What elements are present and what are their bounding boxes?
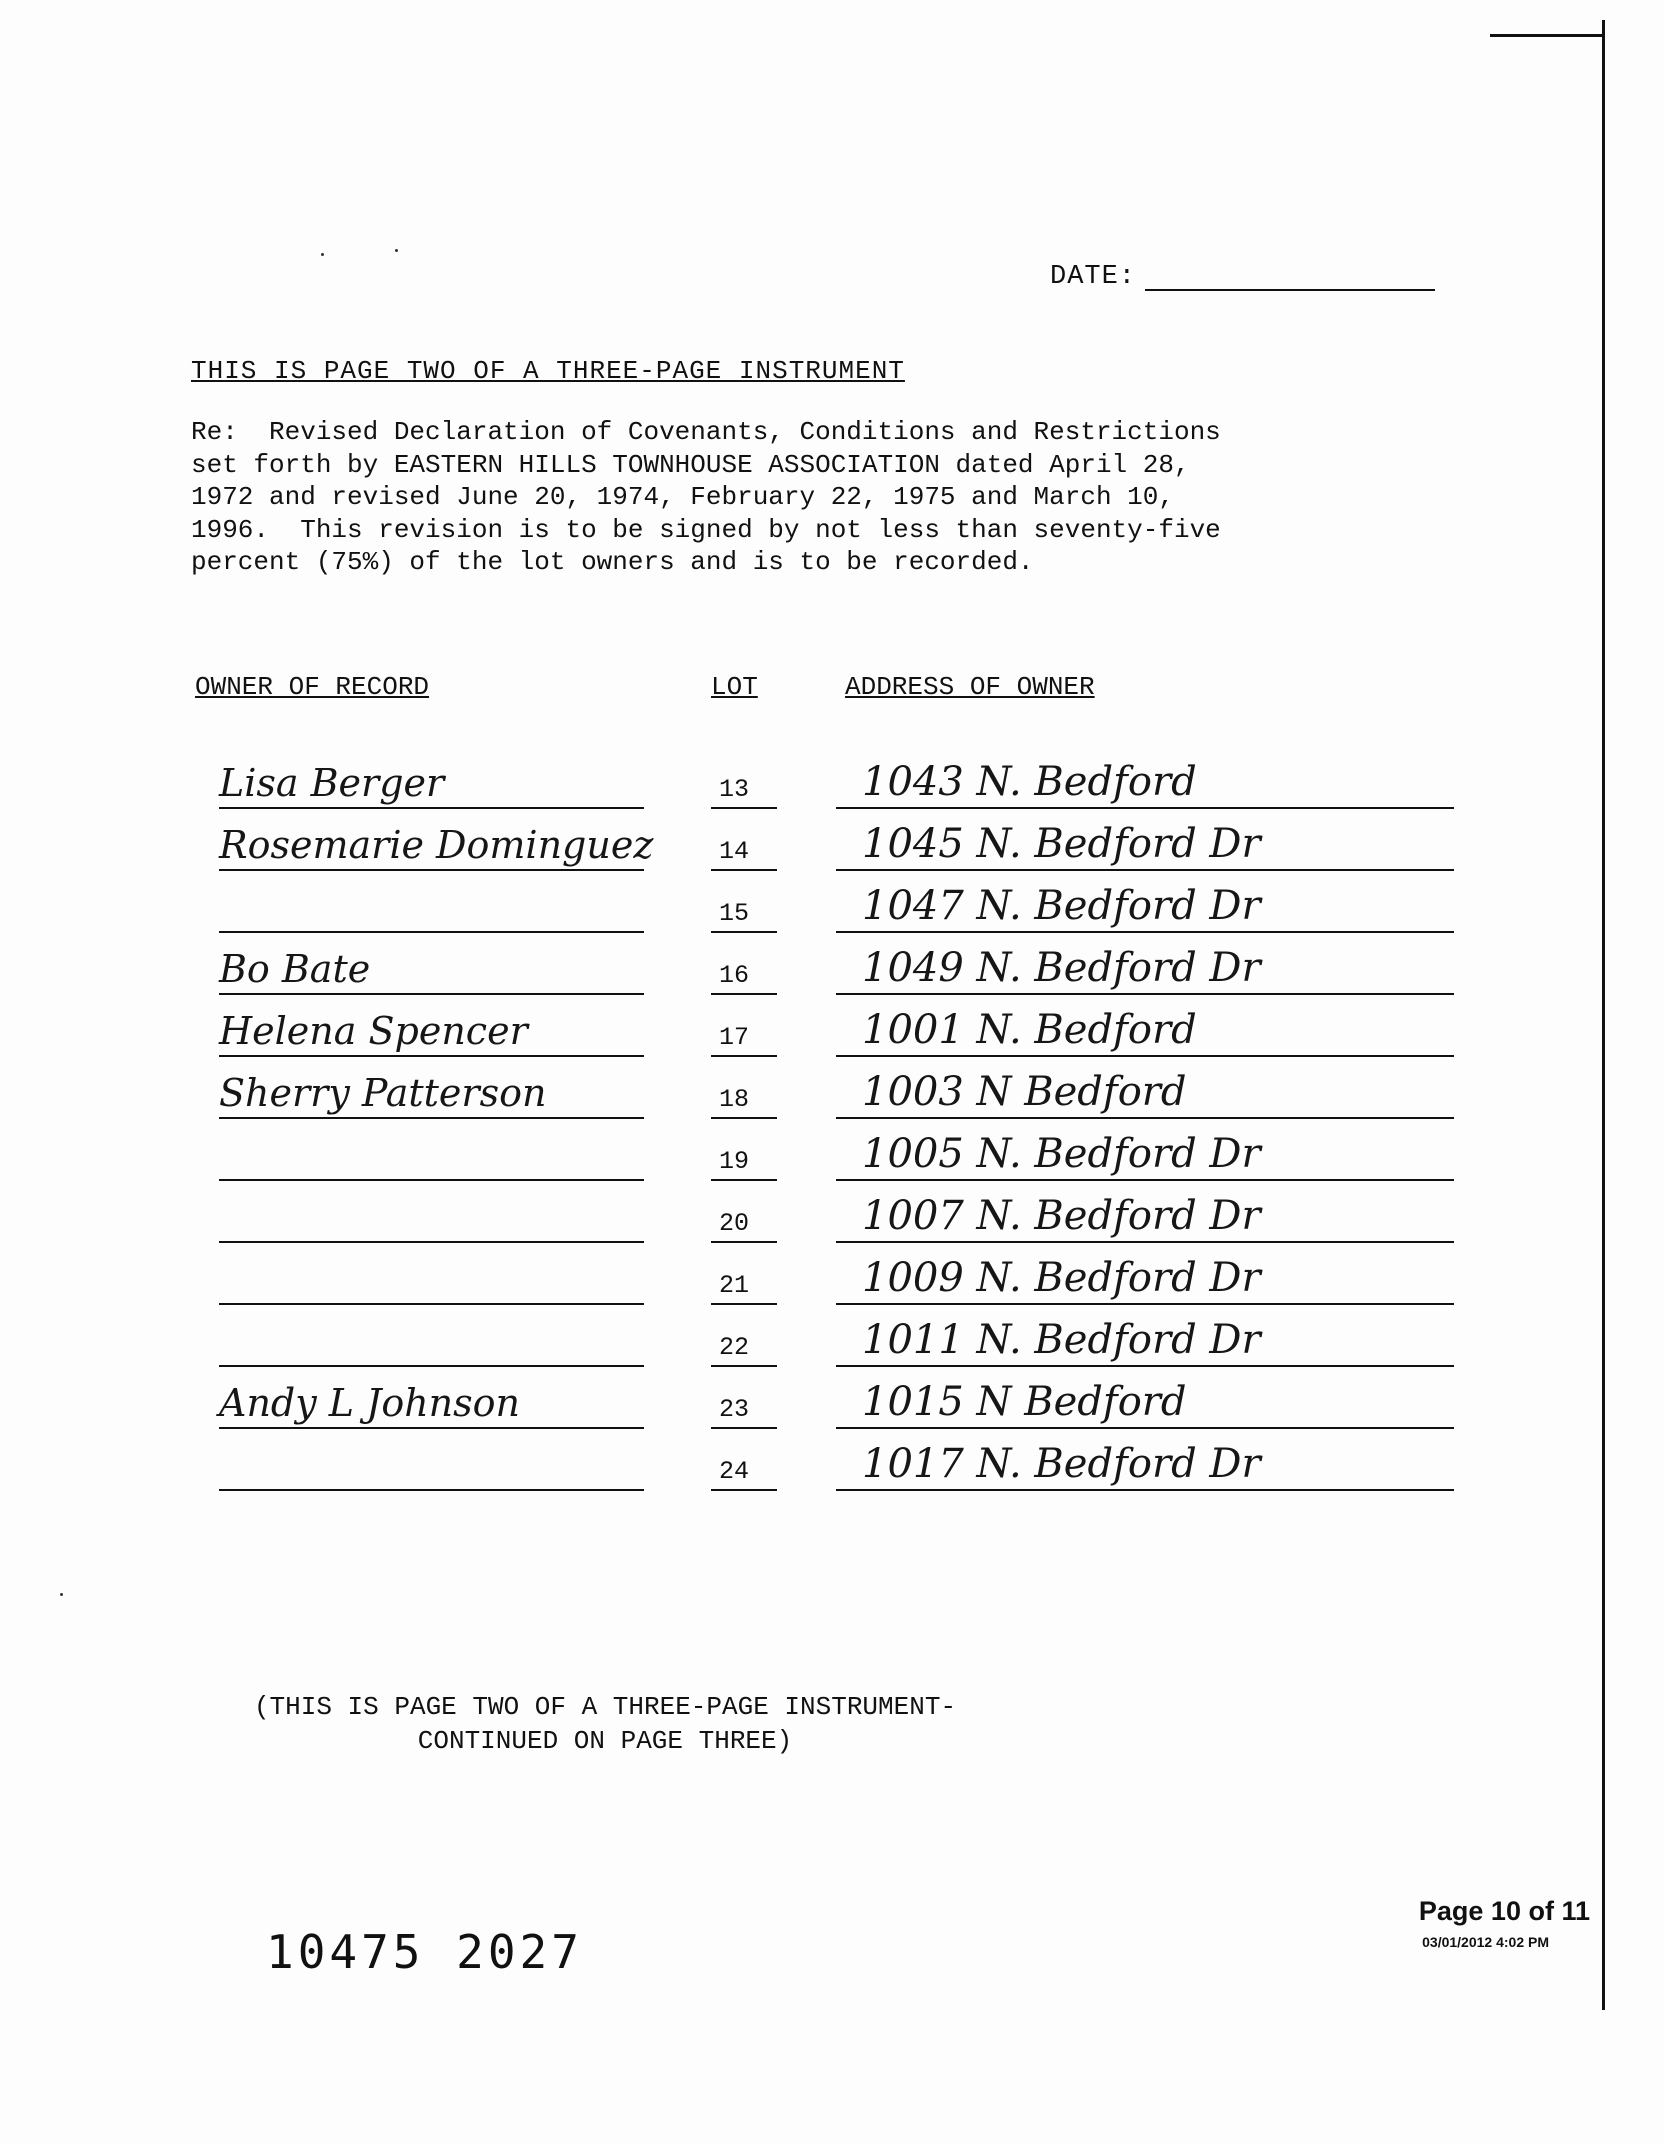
owner-address: 1001 N. Bedford	[862, 1007, 1197, 1053]
table-row	[0, 809, 1664, 871]
scan-speck	[321, 253, 324, 256]
print-timestamp: 03/01/2012 4:02 PM	[1422, 1934, 1549, 1950]
table-row	[0, 1181, 1664, 1243]
page-counter: Page 10 of 11	[1418, 1896, 1590, 1926]
lot-number: 15	[719, 899, 750, 928]
lot-number: 16	[719, 961, 750, 990]
table-row	[0, 1429, 1664, 1491]
table-row	[0, 1305, 1664, 1367]
page-heading: THIS IS PAGE TWO OF A THREE-PAGE INSTRUMENT	[191, 356, 905, 386]
owner-address: 1011 N. Bedford Dr	[862, 1317, 1261, 1363]
table-row	[0, 1367, 1664, 1429]
lot-line	[711, 1489, 777, 1491]
owner-address: 1045 N. Bedford Dr	[862, 821, 1261, 867]
owner-column-header: OWNER OF RECORD	[195, 672, 430, 702]
owner-address: 1015 N Bedford	[862, 1379, 1187, 1425]
owner-address: 1047 N. Bedford Dr	[862, 883, 1261, 929]
address-column-header: ADDRESS OF OWNER	[845, 672, 1095, 702]
date-label: DATE:	[1050, 262, 1137, 292]
lot-number: 24	[719, 1457, 750, 1486]
owner-address: 1009 N. Bedford Dr	[862, 1255, 1261, 1301]
owner-address: 1049 N. Bedford Dr	[862, 945, 1261, 991]
table-row	[0, 1243, 1664, 1305]
continuation-note: (THIS IS PAGE TWO OF A THREE-PAGE INSTRUMENT- CONTINUED ON PAGE THREE)	[253, 1692, 957, 1756]
scan-edge-mark	[1490, 34, 1604, 37]
lot-number: 13	[719, 775, 750, 804]
lot-number: 19	[719, 1147, 750, 1176]
owner-signature: Bo Bate	[219, 947, 371, 991]
table-row	[0, 995, 1664, 1057]
owner-address: 1005 N. Bedford Dr	[862, 1131, 1261, 1177]
table-row	[0, 871, 1664, 933]
table-row	[0, 1057, 1664, 1119]
owner-signature: Andy L Johnson	[219, 1381, 521, 1425]
lot-number: 14	[719, 837, 750, 866]
lot-number: 22	[719, 1333, 750, 1362]
address-line	[836, 1489, 1454, 1491]
table-row	[0, 747, 1664, 809]
lot-number: 23	[719, 1395, 750, 1424]
owner-address: 1017 N. Bedford Dr	[862, 1441, 1261, 1487]
owner-signature: Lisa Berger	[219, 761, 445, 805]
owner-address: 1003 N Bedford	[862, 1069, 1187, 1115]
scan-speck	[395, 249, 398, 252]
owner-signature: Helena Spencer	[219, 1009, 528, 1053]
owner-signature-line	[219, 1489, 644, 1491]
owner-signature: Sherry Patterson	[219, 1071, 547, 1115]
lot-number: 20	[719, 1209, 750, 1238]
date-blank-line	[1145, 289, 1435, 291]
declaration-paragraph: Re: Revised Declaration of Covenants, Conditions and Restrictions set forth by EASTERN HILLS TOWNHOUSE ASSOCIATION dated April 28, 1972 and revised June 20, 1974, February 22, 1975 and March 10, 1996. This revision is to be signed by not less than seventy-five percent (75%) of the lot owners and is to be recorded.	[191, 417, 1221, 577]
lot-number: 21	[719, 1271, 750, 1300]
owner-address: 1043 N. Bedford	[862, 759, 1197, 805]
lot-column-header: LOT	[711, 672, 758, 702]
scan-speck	[60, 1593, 63, 1596]
table-row	[0, 933, 1664, 995]
recording-number: 10475 2027	[266, 1925, 583, 1979]
owner-address: 1007 N. Bedford Dr	[862, 1193, 1261, 1239]
lot-number: 17	[719, 1023, 750, 1052]
lot-number: 18	[719, 1085, 750, 1114]
owner-signature: Rosemarie Dominguez	[219, 823, 654, 867]
table-row	[0, 1119, 1664, 1181]
